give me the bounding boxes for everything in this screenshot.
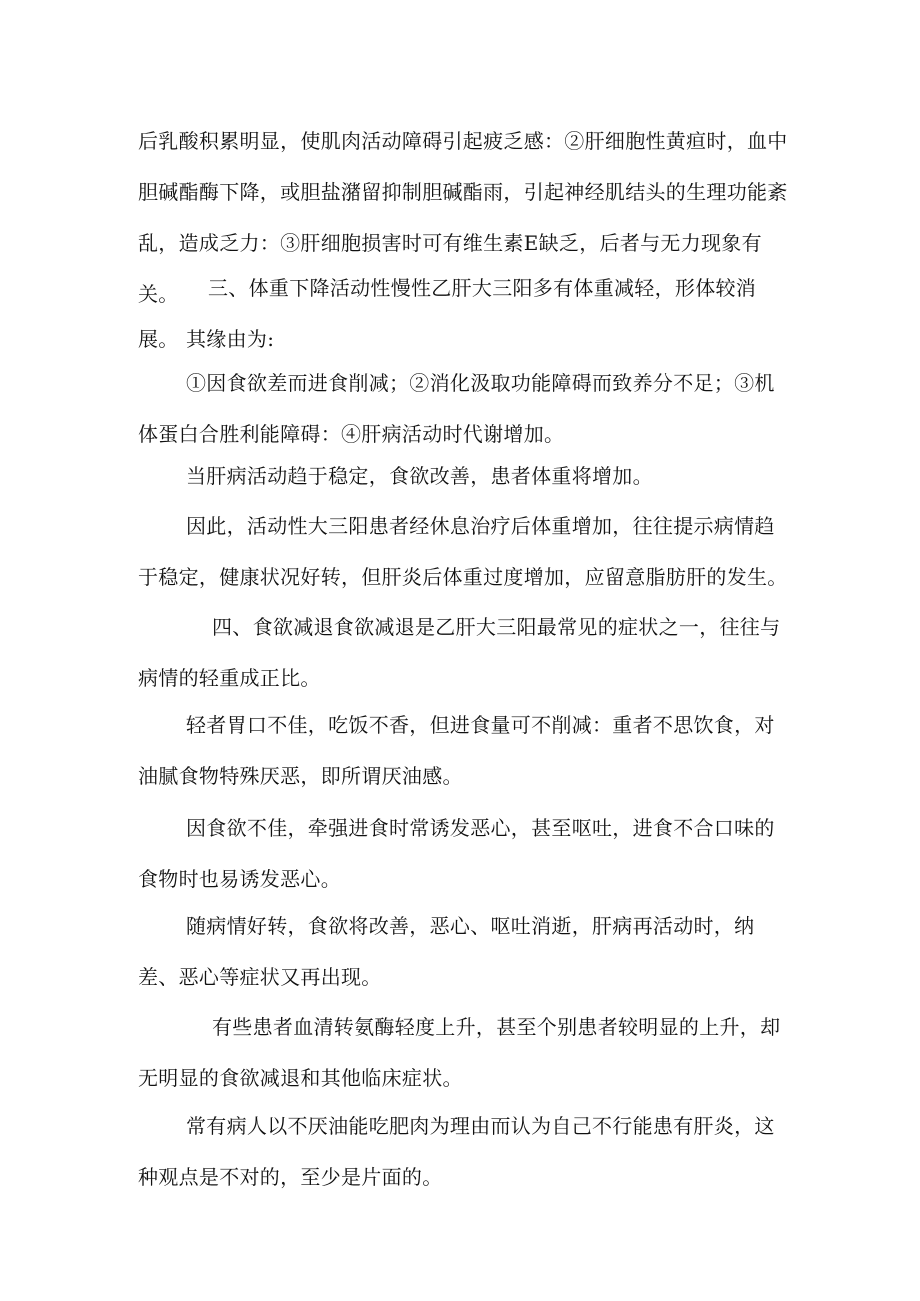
paragraph-reasons-intro: 其缘由为: bbox=[186, 327, 275, 351]
paragraph-recovery-indicator: 因此，活动性大三阳患者经休息治疗后体重增加，往往提示病情趋于稳定，健康状况好转，但肝炎后体重过度增加，应留意脂肪肝的发生。 bbox=[138, 514, 788, 589]
paragraph-improvement: 随病情好转，食欲将改善，恶心、呕吐消逝，肝病再活动时，纳差、恶心等症状又再出现。 bbox=[138, 914, 755, 989]
paragraph-weight-gain: 当肝病活动趋于稳定，食欲改善，患者体重将增加。 bbox=[186, 464, 653, 488]
paragraph-misconception: 常有病人以不厌油能吃肥肉为理由而认为自己不行能患有肝炎，这种观点是不对的，至少是片面的。 bbox=[138, 1114, 775, 1189]
paragraph-appetite-heading: 四、食欲减退食欲减退是乙肝大三阳最常见的症状之一，往往与病情的轻重成正比。 bbox=[138, 615, 781, 690]
paragraph-transaminase: 有些患者血清转氨酶轻度上升，甚至个别患者较明显的上升，却无明显的食欲减退和其他临床症状。 bbox=[138, 1015, 781, 1090]
paragraph-weight-loss-heading: 三、体重下降活动性慢性乙肝大三阳多有体重减轻，形体较消展。 bbox=[138, 276, 757, 351]
paragraph-reasons-list: ①因食欲差而进食削减；②消化汲取功能障碍而致养分不足；③机体蛋白合胜利能障碍：④肝病活动时代谢增加。 bbox=[138, 371, 775, 446]
paragraph-appetite-severity: 轻者胃口不佳，吃饭不香，但进食量可不削减：重者不思饮食，对油腻食物特殊厌恶，即所谓厌油感。 bbox=[138, 713, 775, 788]
paragraph-fatigue-continuation: 后乳酸积累明显，使肌肉活动障碍引起疲乏感：②肝细胞性黄疸时，血中胆碱酯酶下降，或胆盐潴留抑制胆碱酯雨，引起神经肌结头的生理功能紊乱，造成乏力：③肝细胞损害时可有维生素E缺乏，后者与无力现象有关。 bbox=[138, 129, 788, 306]
paragraph-nausea: 因食欲不佳，牵强进食时常诱发恶心，甚至呕吐，进食不合口味的食物时也易诱发恶心。 bbox=[138, 816, 775, 891]
